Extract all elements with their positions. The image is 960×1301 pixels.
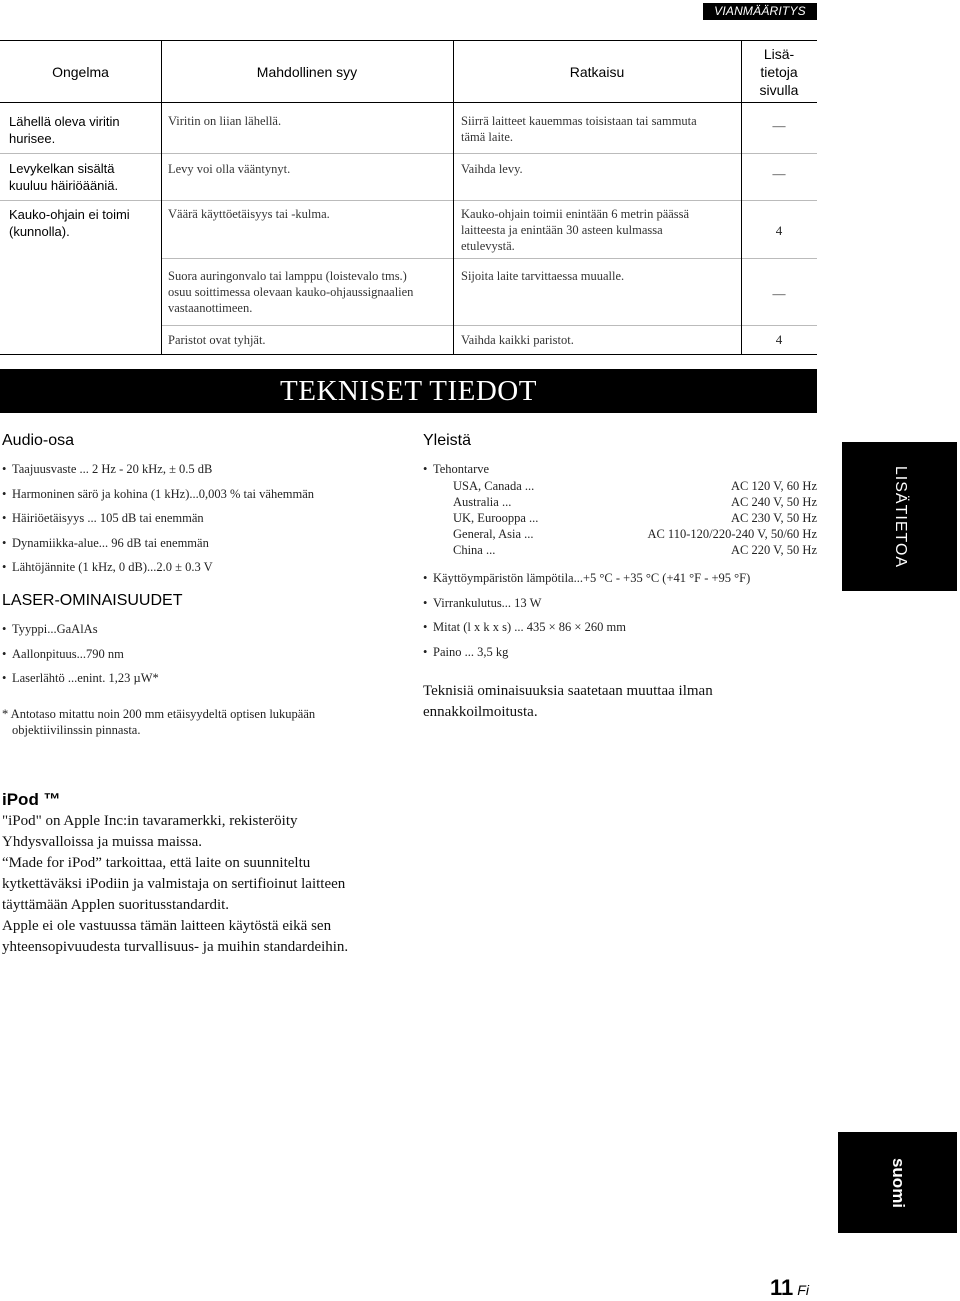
solution-cell: Vaihda kaikki paristot. (461, 333, 574, 347)
list-item: • Laserlähtö ...enint. 1,23 µW* (2, 671, 159, 685)
power-table (453, 478, 817, 558)
side-tab-label: LISÄTIETOA (891, 465, 909, 568)
ipod-text: "iPod" on Apple Inc:in tavaramerkki, rekisteröity Yhdysvalloissa ja muissa maissa. “Made for iPod” tarkoittaa, että laite on suunniteltu kytkettäväksi iPodiin ja valmistaja on sertifioinut laitteen täyttämään Applen suoritusstandardit. Apple ei ole vastuussa tämän laitteen käytöstä eikä sen yhteensopivuudesta turvallisuus- ja muihin standardeihin. (2, 813, 349, 955)
list-item: • Aallonpituus...790 nm (2, 646, 124, 661)
ipod-heading: iPod ™ (2, 790, 61, 809)
spec-change-notice: Teknisiä ominaisuuksia saatetaan muuttaa ilman ennakkoilmoitusta. (423, 683, 713, 720)
row-divider (161, 258, 817, 259)
list-item: • Harmoninen särö ja kohina (1 kHz)...0,003 % tai vähemmän (2, 486, 314, 501)
list-item: • Mitat (l x k x s) ... 435 × 86 × 260 mm (423, 620, 626, 634)
list-item: Australia ... AC 240 V, 50 Hz (453, 495, 817, 509)
page-ref: — (772, 166, 786, 181)
page-number: 11 Fi (770, 1275, 809, 1300)
table-header-divider (0, 102, 817, 103)
column-divider (161, 40, 162, 355)
list-item: • Paino ... 3,5 kg (423, 644, 509, 659)
power-label: • Tehontarve (423, 462, 490, 476)
problem-cell: Lähellä oleva viritin hurisee. (9, 114, 120, 146)
side-tab (842, 442, 957, 591)
list-item: • Taajuusvaste ... 2 Hz - 20 kHz, ± 0.5 dB (2, 462, 213, 476)
audio-heading: Audio-osa (2, 432, 75, 449)
page-ref: 4 (775, 223, 783, 238)
general-spec-list (423, 570, 750, 668)
problem-cell: Kauko-ohjain ei toimi (kunnolla). (9, 207, 130, 239)
column-divider (453, 40, 454, 355)
list-item: General, Asia ... AC 110-120/220-240 V, 50/60 Hz (453, 527, 817, 541)
list-item: • Tyyppi...GaAlAs (2, 622, 98, 636)
language-tab-label: suomi (888, 1157, 908, 1208)
specs-banner: TEKNISET TIEDOT (0, 369, 817, 413)
header-page: Lisä- tietoja sivulla (759, 46, 799, 98)
solution-cell: Siirrä laitteet kauemmas toisistaan tai sammuta tämä laite. (461, 114, 697, 144)
list-item: • Häiriöetäisyys ... 105 dB tai enemmän (2, 511, 204, 525)
solution-cell: Vaihda levy. (461, 162, 523, 176)
list-item: • Dynamiikka-alue... 96 dB tai enemmän (2, 535, 209, 550)
cause-cell: Levy voi olla vääntynyt. (168, 162, 291, 176)
problem-cell: Levykelkan sisältä kuuluu häiriöääniä. (9, 161, 119, 193)
list-item: USA, Canada ... AC 120 V, 60 Hz (453, 479, 817, 493)
solution-cell: Kauko-ohjain toimii enintään 6 metrin päässä laitteesta ja enintään 30 asteen kulmassa etulevystä. (461, 207, 690, 253)
row-divider (0, 200, 817, 201)
row-divider (161, 325, 817, 326)
list-item: • Virrankulutus... 13 W (423, 595, 542, 610)
page-ref: — (772, 286, 786, 301)
header-cause: Mahdollinen syy (256, 64, 358, 80)
list-item: • Lähtöjännite (1 kHz, 0 dB)...2.0 ± 0.3 V (2, 560, 213, 574)
cause-cell: Viritin on liian lähellä. (168, 114, 282, 128)
page-ref: 4 (775, 332, 783, 347)
laser-heading: LASER-OMINAISUUDET (2, 592, 183, 609)
header-problem: Ongelma (52, 64, 109, 80)
cause-cell: Väärä käyttöetäisyys tai -kulma. (168, 207, 330, 221)
list-item: UK, Eurooppa ... AC 230 V, 50 Hz (453, 511, 817, 525)
section-tag: VIANMÄÄRITYS (703, 3, 817, 20)
solution-cell: Sijoita laite tarvittaessa muualle. (461, 269, 625, 283)
language-tab (838, 1132, 957, 1233)
laser-footnote: * Antotaso mitattu noin 200 mm etäisyydeltä optisen lukupään objektiivilinssin pinnasta. (2, 707, 316, 737)
laser-spec-list (2, 621, 159, 695)
cause-cell: Suora auringonvalo tai lamppu (loistevalo tms.) osuu soittimessa olevaan kauko-ohjaussignaalien vastaanottimeen. (168, 269, 414, 315)
row-divider (0, 153, 817, 154)
list-item: China ... AC 220 V, 50 Hz (453, 543, 817, 557)
general-heading: Yleistä (423, 432, 472, 449)
audio-spec-list (2, 461, 314, 584)
page-ref: — (772, 118, 786, 133)
cause-cell: Paristot ovat tyhjät. (168, 333, 266, 347)
header-solution: Ratkaisu (569, 64, 625, 80)
list-item: • Käyttöympäristön lämpötila...+5 °C - +35 °C (+41 °F - +95 °F) (423, 571, 751, 585)
